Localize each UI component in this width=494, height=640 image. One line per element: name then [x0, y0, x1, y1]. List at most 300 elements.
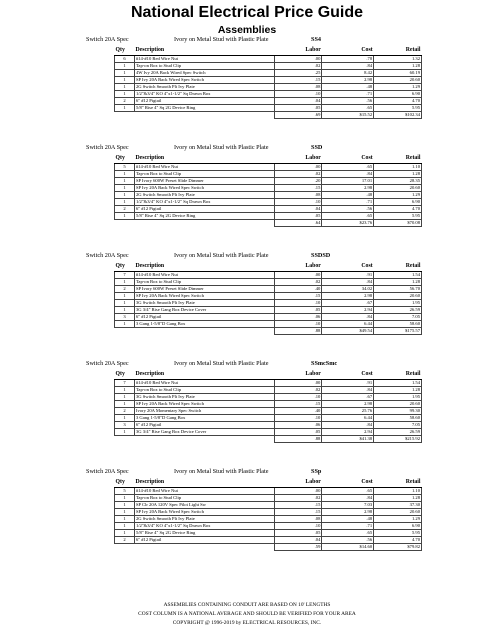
retail-cell: 5.95 [374, 212, 422, 219]
column-header-description: Description [134, 370, 274, 379]
description-cell: SP Ivy 20A Back Wired Spec Switch [134, 292, 274, 299]
qty-cell: 1 [115, 170, 135, 177]
retail-cell: 1.29 [374, 83, 422, 90]
description-cell: Tap-on Box to Stud Clip [134, 386, 274, 393]
retail-cell: 1.28 [374, 494, 422, 501]
description-cell: 3G Switch Smooth Plt Ivy Plate [134, 299, 274, 306]
section-spec: Switch 20A Spec [86, 144, 129, 151]
cost-cell: .71 [322, 90, 374, 97]
cost-cell: 2.94 [322, 428, 374, 435]
retail-cell: 99.30 [374, 407, 422, 414]
column-header-labor: Labor [274, 262, 322, 271]
cost-cell: 2.94 [322, 306, 374, 313]
retail-cell: 20.60 [374, 400, 422, 407]
labor-cell: .05 [274, 529, 322, 536]
footer-conduit-note: ASSEMBLIES CONTAINING CONDUIT ARE BASED ON 10' LENGTHS [163, 602, 331, 608]
description-cell: Ivory 20A Momentary Spec Switch [134, 407, 274, 414]
cost-cell: .91 [322, 271, 374, 278]
table-row [115, 198, 422, 205]
section-spec: Switch 20A Spec [86, 36, 129, 43]
parts-table [114, 370, 422, 443]
description-cell: 6" #12 Pigtail [134, 205, 274, 212]
retail-cell: 4.70 [374, 97, 422, 104]
total-retail-cell: $175.57 [374, 327, 422, 334]
table-row [115, 536, 422, 543]
total-retail-cell: $70.08 [374, 219, 422, 226]
retail-cell: 20.60 [374, 76, 422, 83]
footer-copyright: COPYRIGHT @ 1996-2019 by ELECTRICAL RESOURCES, INC. [172, 620, 322, 626]
table-row [115, 97, 422, 104]
total-cost-cell: $15.52 [322, 111, 374, 118]
table-row [115, 508, 422, 515]
labor-cell: .04 [274, 97, 322, 104]
cost-cell: 6.44 [322, 320, 374, 327]
table-row [115, 278, 422, 285]
total-cost-cell: $49.54 [322, 327, 374, 334]
table-row [115, 487, 422, 494]
table-row [115, 313, 422, 320]
labor-cell: .04 [274, 205, 322, 212]
labor-cell: .40 [274, 407, 322, 414]
labor-cell: .00 [274, 271, 322, 278]
retail-cell: 7.05 [374, 313, 422, 320]
retail-cell: 1.28 [374, 170, 422, 177]
retail-cell: 1.10 [374, 163, 422, 170]
table-header-row [115, 370, 422, 379]
table-row [115, 212, 422, 219]
blank-cell [134, 543, 274, 550]
table-row [115, 170, 422, 177]
table-row [115, 163, 422, 170]
blank-cell [115, 327, 135, 334]
retail-cell: 1.54 [374, 271, 422, 278]
retail-cell: 20.60 [374, 508, 422, 515]
blank-cell [115, 219, 135, 226]
cost-cell: 8.42 [322, 69, 374, 76]
retail-cell: 58.60 [374, 320, 422, 327]
description-cell: 2G Switch Smooth Plt Ivy Plate [134, 191, 274, 198]
qty-cell: 1 [115, 104, 135, 111]
table-row [115, 501, 422, 508]
table-row [115, 62, 422, 69]
table-row [115, 306, 422, 313]
labor-cell: .15 [274, 76, 322, 83]
qty-cell: 1 [115, 76, 135, 83]
table-row [115, 407, 422, 414]
column-header-labor: Labor [274, 154, 322, 163]
column-header-cost: Cost [322, 370, 374, 379]
qty-cell: 1 [115, 515, 135, 522]
table-row [115, 55, 422, 62]
cost-cell: .84 [322, 62, 374, 69]
description-cell: SP Ivy 20A Back Wired Spec Switch [134, 76, 274, 83]
total-labor-cell: .88 [274, 435, 322, 442]
total-retail-cell: $102.34 [374, 111, 422, 118]
assembly-section [86, 34, 422, 119]
cost-cell: .71 [322, 198, 374, 205]
retail-cell: 37.30 [374, 501, 422, 508]
table-row [115, 414, 422, 421]
table-row [115, 205, 422, 212]
qty-cell: 1 [115, 393, 135, 400]
footer-cost-note: COST COLUMN IS A NATIONAL AVERAGE AND SHOULD BE VERIFIED FOR YOUR AREA [138, 611, 356, 617]
retail-cell: 60.19 [374, 69, 422, 76]
qty-cell: 2 [115, 536, 135, 543]
total-retail-cell: $215.92 [374, 435, 422, 442]
column-header-description: Description [134, 478, 274, 487]
section-spec: Switch 20A Spec [86, 360, 129, 367]
parts-table [114, 46, 422, 119]
description-cell: Tap-on Box to Stud Clip [134, 170, 274, 177]
description-cell: Tap-on Box to Stud Clip [134, 494, 274, 501]
qty-cell: 1 [115, 69, 135, 76]
labor-cell: .10 [274, 320, 322, 327]
blank-cell [134, 219, 274, 226]
cost-cell: .48 [322, 191, 374, 198]
labor-cell: .06 [274, 421, 322, 428]
retail-cell: 1.10 [374, 487, 422, 494]
retail-cell: 5.95 [374, 529, 422, 536]
qty-cell: 1 [115, 278, 135, 285]
column-header-retail: Retail [374, 370, 422, 379]
cost-cell: .67 [322, 393, 374, 400]
blank-cell [115, 543, 135, 550]
labor-cell: .05 [274, 306, 322, 313]
parts-table [114, 478, 422, 551]
description-cell: 3 Gang 1-5/8"D Gang Box [134, 414, 274, 421]
column-header-cost: Cost [322, 154, 374, 163]
labor-cell: .02 [274, 278, 322, 285]
labor-cell: .08 [274, 515, 322, 522]
description-cell: 1/2"&3/4" KO 4"x1-1/2" Sq Drawn Box [134, 522, 274, 529]
column-header-retail: Retail [374, 478, 422, 487]
qty-cell: 2 [115, 205, 135, 212]
labor-cell: .10 [274, 90, 322, 97]
table-header-row [115, 154, 422, 163]
description-cell: SP Ivy 20A Back Wired Spec Switch [134, 508, 274, 515]
labor-cell: .15 [274, 184, 322, 191]
qty-cell: 2 [115, 407, 135, 414]
labor-cell: .10 [274, 414, 322, 421]
total-cost-cell: $23.76 [322, 219, 374, 226]
description-cell: SP Ivy 20A Back Wired Spec Switch [134, 400, 274, 407]
retail-cell: 20.60 [374, 184, 422, 191]
description-cell: 3 Gang 1-5/8"D Gang Box [134, 320, 274, 327]
cost-cell: 2.98 [322, 292, 374, 299]
labor-cell: .10 [274, 393, 322, 400]
blank-cell [115, 111, 135, 118]
qty-cell: 1 [115, 494, 135, 501]
description-cell: SP Ivory 600W Preset Slide Dimmer [134, 177, 274, 184]
description-cell: 3G 3/4" Rise Gang Box Device Cover [134, 428, 274, 435]
description-cell: #14-#10 Red Wire Nut [134, 379, 274, 386]
description-cell: #14-#10 Red Wire Nut [134, 163, 274, 170]
table-row [115, 76, 422, 83]
cost-cell: .65 [322, 212, 374, 219]
description-cell: #14-#10 Red Wire Nut [134, 487, 274, 494]
cost-cell: 17.01 [322, 177, 374, 184]
section-code: SS4 [311, 36, 321, 43]
column-header-qty: Qty [115, 262, 135, 271]
table-row [115, 421, 422, 428]
qty-cell: 3 [115, 421, 135, 428]
retail-cell: 1.28 [374, 62, 422, 69]
column-header-retail: Retail [374, 262, 422, 271]
qty-cell: 2 [115, 97, 135, 104]
labor-cell: .00 [274, 379, 322, 386]
qty-cell: 1 [115, 299, 135, 306]
retail-cell: 26.59 [374, 306, 422, 313]
description-cell: 6" #12 Pigtail [134, 421, 274, 428]
labor-cell: .08 [274, 83, 322, 90]
section-code: SSD [311, 144, 323, 151]
description-cell: Tap-on Box to Stud Clip [134, 62, 274, 69]
labor-cell: .06 [274, 313, 322, 320]
description-cell: 2G Switch Smooth Plt Ivy Plate [134, 515, 274, 522]
labor-cell: .04 [274, 536, 322, 543]
total-labor-cell: .59 [274, 543, 322, 550]
labor-cell: .40 [274, 285, 322, 292]
cost-cell: .84 [322, 170, 374, 177]
table-header-row [115, 262, 422, 271]
labor-cell: .00 [274, 55, 322, 62]
description-cell: 6" #12 Pigtail [134, 97, 274, 104]
column-header-labor: Labor [274, 478, 322, 487]
table-row [115, 83, 422, 90]
table-header-row [115, 46, 422, 55]
qty-cell: 1 [115, 522, 135, 529]
cost-cell: 2.98 [322, 400, 374, 407]
retail-cell: 6.90 [374, 198, 422, 205]
column-header-labor: Labor [274, 46, 322, 55]
cost-cell: .56 [322, 536, 374, 543]
blank-cell [134, 111, 274, 118]
cost-cell: .84 [322, 278, 374, 285]
retail-cell: 1.95 [374, 299, 422, 306]
column-header-qty: Qty [115, 478, 135, 487]
table-row [115, 400, 422, 407]
cost-cell: .65 [322, 163, 374, 170]
table-row [115, 320, 422, 327]
section-header [86, 142, 422, 154]
labor-cell: .02 [274, 170, 322, 177]
parts-table [114, 262, 422, 335]
total-row [115, 435, 422, 442]
section-header [86, 250, 422, 262]
description-cell: 1/2"&3/4" KO 4"x1-1/2" Sq Drawn Box [134, 198, 274, 205]
qty-cell: 1 [115, 191, 135, 198]
qty-cell: 1 [115, 501, 135, 508]
qty-cell: 1 [115, 184, 135, 191]
cost-cell: .67 [322, 299, 374, 306]
section-description: Ivory on Metal Stud with Plastic Plate [174, 468, 269, 475]
cost-cell: 34.02 [322, 285, 374, 292]
page-title: National Electrical Price Guide [130, 4, 364, 21]
cost-cell: .84 [322, 386, 374, 393]
column-header-cost: Cost [322, 262, 374, 271]
labor-cell: .05 [274, 212, 322, 219]
blank-cell [115, 435, 135, 442]
description-cell: 3G Switch Smooth Plt Ivy Plate [134, 393, 274, 400]
assembly-section [86, 250, 422, 335]
cost-cell: 7.03 [322, 501, 374, 508]
description-cell: SP Ivy 20A Back Wired Spec Switch [134, 184, 274, 191]
labor-cell: .08 [274, 191, 322, 198]
assembly-section [86, 358, 422, 443]
cost-cell: 6.44 [322, 414, 374, 421]
total-row [115, 327, 422, 334]
table-row [115, 386, 422, 393]
retail-cell: 5.95 [374, 104, 422, 111]
cost-cell: .71 [322, 522, 374, 529]
cost-cell: .91 [322, 379, 374, 386]
retail-cell: 1.29 [374, 191, 422, 198]
retail-cell: 4.70 [374, 536, 422, 543]
qty-cell: 1 [115, 212, 135, 219]
qty-cell: 1 [115, 400, 135, 407]
qty-cell: 1 [115, 90, 135, 97]
table-row [115, 379, 422, 386]
section-code: SSmcSmc [311, 360, 338, 367]
section-code: SSDSD [311, 252, 331, 259]
retail-cell: 1.29 [374, 515, 422, 522]
retail-cell: 7.05 [374, 421, 422, 428]
total-row [115, 111, 422, 118]
table-row [115, 191, 422, 198]
section-description: Ivory on Metal Stud with Plastic Plate [174, 36, 269, 43]
labor-cell: .10 [274, 198, 322, 205]
description-cell: 2G Switch Smooth Plt Ivy Plate [134, 83, 274, 90]
cost-cell: .48 [322, 83, 374, 90]
retail-cell: 28.35 [374, 177, 422, 184]
column-header-retail: Retail [374, 46, 422, 55]
retail-cell: 58.60 [374, 414, 422, 421]
labor-cell: .02 [274, 386, 322, 393]
total-cost-cell: $14.60 [322, 543, 374, 550]
description-cell: #14-#10 Red Wire Nut [134, 271, 274, 278]
description-cell: 5/8" Rise 4" Sq 2G Device Ring [134, 529, 274, 536]
description-cell: #14-#10 Red Wire Nut [134, 55, 274, 62]
description-cell: 5/8" Rise 4" Sq 2G Device Ring [134, 104, 274, 111]
retail-cell: 1.32 [374, 55, 422, 62]
section-description: Ivory on Metal Stud with Plastic Plate [174, 360, 269, 367]
qty-cell: 3 [115, 313, 135, 320]
labor-cell: .02 [274, 494, 322, 501]
qty-cell: 5 [115, 487, 135, 494]
total-row [115, 543, 422, 550]
table-header-row [115, 478, 422, 487]
qty-cell: 1 [115, 320, 135, 327]
cost-cell: 2.98 [322, 76, 374, 83]
cost-cell: .65 [322, 104, 374, 111]
labor-cell: .15 [274, 400, 322, 407]
column-header-description: Description [134, 262, 274, 271]
cost-cell: 2.98 [322, 508, 374, 515]
total-labor-cell: .64 [274, 219, 322, 226]
total-labor-cell: .88 [274, 327, 322, 334]
labor-cell: .05 [274, 104, 322, 111]
table-row [115, 522, 422, 529]
column-header-cost: Cost [322, 46, 374, 55]
retail-cell: 26.59 [374, 428, 422, 435]
qty-cell: 1 [115, 386, 135, 393]
labor-cell: .00 [274, 163, 322, 170]
cost-cell: .78 [322, 55, 374, 62]
retail-cell: 6.90 [374, 90, 422, 97]
blank-cell [134, 327, 274, 334]
retail-cell: 4.70 [374, 205, 422, 212]
assembly-section [86, 142, 422, 227]
cost-cell: .65 [322, 529, 374, 536]
column-header-description: Description [134, 46, 274, 55]
labor-cell: .20 [274, 177, 322, 184]
parts-table [114, 154, 422, 227]
qty-cell: 1 [115, 306, 135, 313]
column-header-description: Description [134, 154, 274, 163]
cost-cell: .65 [322, 487, 374, 494]
cost-cell: .48 [322, 515, 374, 522]
qty-cell: 1 [115, 177, 135, 184]
table-row [115, 393, 422, 400]
qty-cell: 1 [115, 508, 135, 515]
cost-cell: .84 [322, 313, 374, 320]
labor-cell: .00 [274, 487, 322, 494]
qty-cell: 7 [115, 379, 135, 386]
section-description: Ivory on Metal Stud with Plastic Plate [174, 252, 269, 259]
qty-cell: 2 [115, 285, 135, 292]
description-cell: 4W Ivy 20A Back Wired Spec Switch [134, 69, 274, 76]
section-code: SSp [311, 468, 322, 475]
column-header-qty: Qty [115, 154, 135, 163]
total-row [115, 219, 422, 226]
labor-cell: .25 [274, 69, 322, 76]
table-row [115, 69, 422, 76]
retail-cell: 20.60 [374, 292, 422, 299]
table-row [115, 515, 422, 522]
total-labor-cell: .69 [274, 111, 322, 118]
cost-cell: .56 [322, 205, 374, 212]
section-description: Ivory on Metal Stud with Plastic Plate [174, 144, 269, 151]
labor-cell: .15 [274, 501, 322, 508]
description-cell: 6" #12 Pigtail [134, 536, 274, 543]
labor-cell: .10 [274, 299, 322, 306]
cost-cell: 2.98 [322, 184, 374, 191]
qty-cell: 6 [115, 55, 135, 62]
section-spec: Switch 20A Spec [86, 468, 129, 475]
retail-cell: 1.54 [374, 379, 422, 386]
labor-cell: .10 [274, 522, 322, 529]
table-row [115, 292, 422, 299]
section-header [86, 34, 422, 46]
labor-cell: .05 [274, 428, 322, 435]
qty-cell: 7 [115, 271, 135, 278]
cost-cell: .84 [322, 421, 374, 428]
column-header-retail: Retail [374, 154, 422, 163]
description-cell: Tap-on Box to Stud Clip [134, 278, 274, 285]
qty-cell: 1 [115, 83, 135, 90]
total-cost-cell: $41.38 [322, 435, 374, 442]
labor-cell: .02 [274, 62, 322, 69]
section-header [86, 358, 422, 370]
table-row [115, 90, 422, 97]
column-header-qty: Qty [115, 46, 135, 55]
column-header-qty: Qty [115, 370, 135, 379]
qty-cell: 1 [115, 414, 135, 421]
description-cell: SP Ivory 600W Preset Slide Dimmer [134, 285, 274, 292]
table-row [115, 529, 422, 536]
description-cell: 3G 3/4" Rise Gang Box Device Cover [134, 306, 274, 313]
qty-cell: 1 [115, 62, 135, 69]
